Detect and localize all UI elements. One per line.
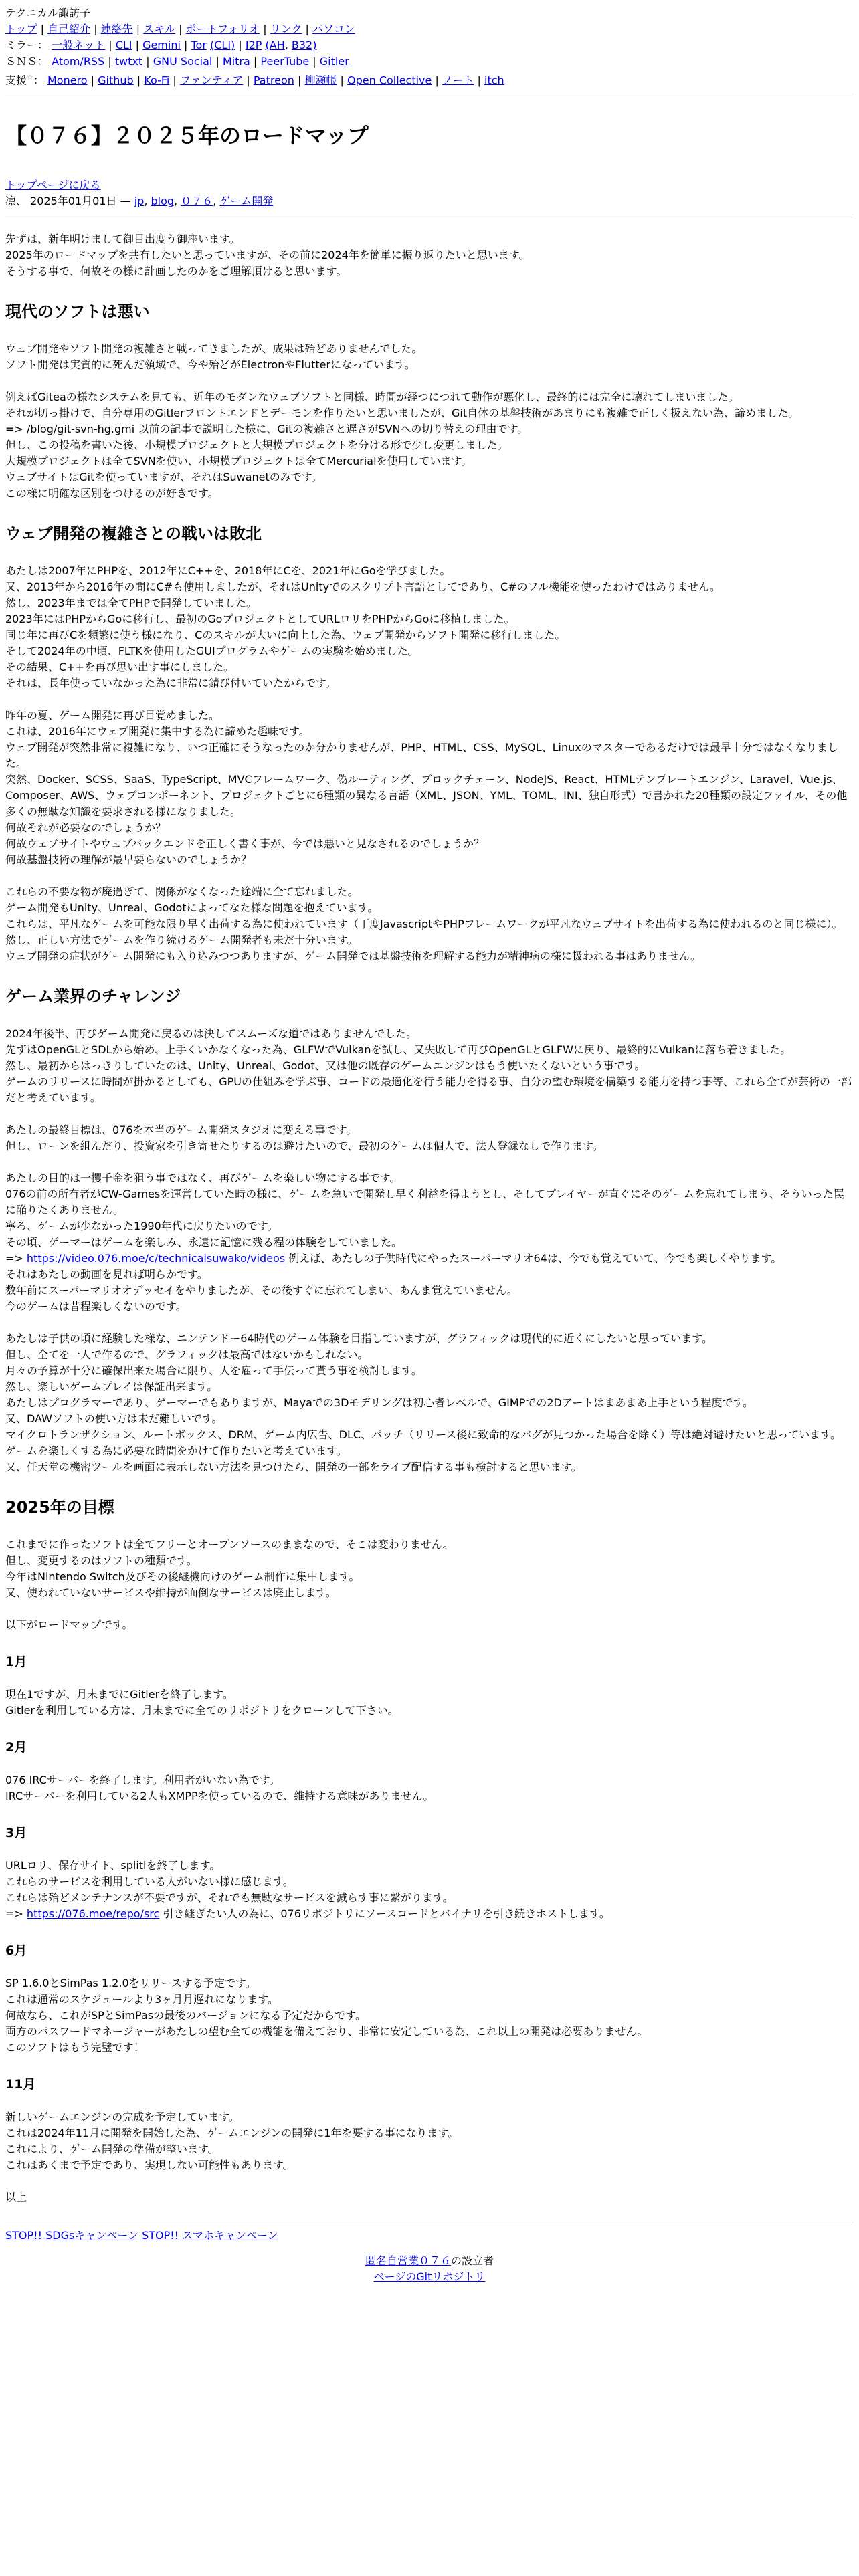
month-heading-november: 11月: [5, 2077, 36, 2092]
text-line: 現在1ですが、月末までにGitlerを終了します。: [5, 1688, 233, 1701]
month-heading-february: 2月: [5, 1740, 27, 1755]
section-heading-game-industry: ゲーム業界のチャレンジ: [5, 987, 181, 1006]
mirror-i2p-ah-link[interactable]: (AH: [265, 39, 285, 51]
text-line: 何故それが必要なのでしょうか？: [5, 821, 167, 835]
text-line: そして2024年の中頃、FLTKを使用したGUIプログラムやゲームの実験を始めました。: [5, 645, 419, 658]
text-line: 2025年のロードマップを共有したいと思っていますが、その前に2024年を簡単に振り返りたいと思います。: [5, 249, 530, 262]
sns-label: ＳＮＳ：: [5, 55, 49, 68]
nav-top-link[interactable]: トップ: [5, 23, 37, 35]
text-line: その頃、ゲーマーはゲームを楽しみ、永遠に記憶に残る程の体験をしていました。: [5, 1236, 402, 1249]
nav-about-link[interactable]: 自己紹介: [47, 23, 91, 35]
text-line: それが切っ掛けで、自分専用のGitlerフロントエンドとデーモンを作りたいと思いましたが、Git自体の基盤技術があまりにも複雑で正しく扱えない為、諦めました。: [5, 407, 799, 420]
sns-peertube-link[interactable]: PeerTube: [260, 55, 310, 68]
mirror-web-link[interactable]: 一般ネット: [52, 39, 106, 51]
text-line: [5, 1251, 854, 1267]
page-repo-link[interactable]: ページのGitリポジトリ: [373, 2270, 486, 2284]
intro-paragraph: [5, 231, 854, 280]
text-line: 寧ろ、ゲームが少なかった1990年代に戻りたいのです。: [5, 1220, 278, 1233]
sns-gnusocial-link[interactable]: GNU Social: [153, 55, 213, 68]
text-line: 076の前の所有者がCW-Gamesを運営していた時の様に、ゲームを急いで開発し早く利益を得ようとし、そしてプレイヤーが直ぐにそのゲームを忘れてしまう、そういった罠に陥りたくありません。: [5, 1188, 844, 1217]
text-line: 昨年の夏、ゲーム開発に再び目覚めました。: [5, 709, 220, 722]
star-icon: ☆: [27, 73, 33, 82]
text-line: これにより、ゲーム開発の準備が整います。: [5, 2143, 219, 2156]
link-description: 引き継ぎたい人の為に、076リポジトリにソースコードとバイナリを引き続きホストします。: [159, 1907, 610, 1921]
article: [5, 122, 854, 2206]
owner-link[interactable]: 匿名自営業０７６: [365, 2254, 451, 2268]
text-line: 同じ年に再びCを頻繁に使う様になり、Cのスキルが大いに向上した為、ウェブ開発からソフト開発に移行しました。: [5, 629, 566, 642]
text-line: 先ずはOpenGLとSDLから始め、上手くいかなくなった為、GLFWでVulkanを試し、又失敗して再びOpenGLとGLFWに戻り、最終的にVulkanに落ち着きました。: [5, 1043, 791, 1057]
text-line: あたしは子供の頃に経験した様な、ニンテンドー64時代のゲーム体験を目指していますが、グラフィックは現代的に近くにしたいと思っています。: [5, 1332, 713, 1346]
owner-line: [5, 2253, 854, 2269]
text-line: [5, 1906, 854, 1922]
sns-nav: ＳＮＳ： Atom/RSS | twtxt | GNU Social | Mitra | PeerTube | Gitler: [5, 55, 349, 68]
paragraph: [5, 1026, 854, 1106]
campaign-links: [5, 2228, 854, 2244]
text-line: あたしの最終目標は、076を本当のゲーム開発スタジオに変える事です。: [5, 1123, 357, 1137]
text-line: 例えばGiteaの様なシステムを見ても、近年のモダンなウェブソフトと同様、時間が経つにつれて動作が悪化し、最終的には完全に壊れてしまいました。: [5, 391, 739, 404]
support-note-link[interactable]: ノート: [442, 74, 474, 87]
tag-jp-link[interactable]: jp: [134, 195, 145, 208]
back-to-top-link[interactable]: トップページに戻る: [5, 179, 101, 192]
closing-text: 以上: [5, 2191, 27, 2204]
text-line: 又、DAWソフトの使い方は未だ難しいです。: [5, 1412, 223, 1426]
text-line: その結果、C++を再び思い出す事にしました。: [5, 661, 234, 674]
text-line: 然し、楽しいゲームプレイは保証出来ます。: [5, 1380, 218, 1394]
text-line: これらの不要な物が廃過ぎて、関係がなくなった途端に全て忘れました。: [5, 885, 359, 899]
paragraph: [5, 1122, 854, 1154]
paragraph: [5, 389, 854, 502]
text-line: これまでに作ったソフトは全てフリーとオープンソースのままなので、そこは変わりません。: [5, 1538, 454, 1551]
text-line: 2023年にはPHPからGoに移行し、最初のGoプロジェクトとしてURLロリをPHPからGoに移植しました。: [5, 613, 515, 626]
mirror-tor-cli-link[interactable]: (CLI): [210, 39, 235, 51]
nav-links-link[interactable]: リンク: [270, 23, 302, 35]
mirror-label: ミラー：: [5, 39, 49, 51]
text-line: 今のゲームは昔程楽しくないのです。: [5, 1300, 187, 1313]
mirror-i2p-b32-link[interactable]: B32): [291, 39, 317, 51]
section-heading-web-dev: ウェブ開発の複雑さとの戦いは敗北: [5, 524, 262, 544]
site-footer: [5, 2228, 854, 2285]
tag-blog-link[interactable]: blog: [151, 195, 175, 208]
text-line: 又、任天堂の機密ツールを画面に表示しない方法を見つけたら、開発の一部をライブ配信する事も検討すると思います。: [5, 1461, 582, 1474]
paragraph: [5, 1687, 854, 1719]
gemlog-path: /blog/git-svn-hg.gmi: [26, 423, 135, 436]
text-line: そうする事で、何故その様に計画したのかをご理解頂けると思います。: [5, 265, 347, 278]
support-nav: 支援☆： Monero | Github | Ko-Fi | ファンティア | Patreon | 柳瀬帳 | Open Collective | ノート | itch: [5, 73, 504, 87]
link-arrow: =>: [5, 423, 27, 436]
text-line: それはあたしの動画を見れば明らかです。: [5, 1268, 208, 1281]
text-line: これは、2016年にウェブ開発に集中する為に諦めた趣味です。: [5, 725, 310, 738]
nav-skills-link[interactable]: スキル: [143, 23, 176, 35]
text-line: このソフトはもう完璧です！: [5, 2041, 145, 2054]
text-line: 然し、2023年までは全てPHPで開発していました。: [5, 597, 258, 610]
text-line: ウェブ開発が突然非常に複雑になり、いつ正確にそうなったのか分かりませんが、PHP、HTML、CSS、MySQL、Linuxのマスターであるだけでは最早十分ではなくなりました。: [5, 741, 838, 770]
mirror-i2p-link[interactable]: I2P: [245, 39, 262, 51]
paragraph: [5, 1170, 854, 1315]
tag-076-link[interactable]: ０７６: [181, 195, 213, 208]
text-line: 但し、変更するのはソフトの種類です。: [5, 1554, 197, 1568]
text-line: 何故ウェブサイトやウェブバックエンドを正しく書く事が、今では悪いと見なされるのでしょうか？: [5, 837, 485, 851]
article-meta: 凛、 2025年01月01日 — jp, blog, ０７６, ゲーム開発: [5, 195, 274, 208]
support-colon: ：: [33, 74, 44, 87]
text-line: 但し、この投稿を書いた後、小規模プロジェクトと大規模プロジェクトを分ける形で少し変更しました。: [5, 439, 508, 452]
section-heading-modern-software: 現代のソフトは悪い: [5, 302, 150, 322]
text-line: 但し、全てを一人で作るので、グラフィックは最高ではないかもしれない。: [5, 1348, 369, 1362]
mirror-gemini-link[interactable]: Gemini: [142, 39, 181, 51]
text-line: 又、使われていないサービスや維持が面倒なサービスは廃止します。: [5, 1586, 337, 1600]
page-title: 【０７６】２０２５年のロードマップ: [5, 123, 369, 149]
text-line: あたしの目的は一攫千金を狙う事ではなく、再びゲームを楽しい物にする事です。: [5, 1172, 401, 1185]
text-line: ゲームのリリースに時間が掛かるとしても、GPUの仕組みを学ぶ事、コードの最適化を行う能力を得る事、自分の望む環境を構築する能力を持つ事等、これら全てが芸術の一部だと考えています。: [5, 1075, 852, 1105]
site-title: テクニカル諏訪子: [5, 7, 91, 19]
support-itch-link[interactable]: itch: [484, 74, 504, 87]
nav-pc-link[interactable]: パソコン: [312, 23, 355, 35]
text-line: ゲームを楽しくする為に必要な時間をかけて作りたいと考えています。: [5, 1444, 347, 1458]
paragraph: 以下がロードマップです。: [5, 1618, 133, 1632]
text-line: この様に明確な区別をつけるのが好きです。: [5, 487, 219, 500]
text-line: ウェブ開発やソフト開発の複雑さと戦ってきましたが、成果は殆どありませんでした。: [5, 342, 423, 356]
sns-rss-link[interactable]: Atom/RSS: [52, 55, 105, 68]
support-kofi-link[interactable]: Ko-Fi: [144, 74, 170, 87]
link-arrow: =>: [5, 1907, 27, 1921]
paragraph: [5, 563, 854, 691]
text-line: マイクロトランザクション、ルートボックス、DRM、ゲーム内広告、DLC、パッチ（リリース後に致命的なバグが見つかった場合を除く）等は絶対避けたいと思っています。: [5, 1428, 842, 1442]
text-line: 新しいゲームエンジンの完成を予定しています。: [5, 2111, 240, 2124]
text-line: 何故基盤技術の理解が最早要らないのでしょうか？: [5, 853, 252, 867]
paragraph: [5, 884, 854, 964]
text-line: これは2024年11月に開発を開始した為、ゲームエンジンの開発に1年を要する事になります。: [5, 2127, 459, 2140]
paragraph: [5, 1858, 854, 1922]
text-line: 然し、正しい方法でゲームを作り続けるゲーム開発者も未だ十分います。: [5, 934, 358, 947]
text-line: 然し、最初からはっきりしていたのは、Unity、Unreal、Godot、又は他の既存のゲームエンジンはもう使いたくないという事です。: [5, 1059, 646, 1073]
text-line: 今年はNintendo Switch及びその後継機向けのゲーム制作に集中します。: [5, 1570, 360, 1584]
text-line: ゲーム開発もUnity、Unreal、Godotによってなた様な問題を抱えています。: [5, 901, 379, 915]
repo-src-link[interactable]: https://076.moe/repo/src: [26, 1907, 160, 1921]
text-line: これはあくまで予定であり、実現しない可能性もあります。: [5, 2159, 294, 2172]
month-heading-june: 6月: [5, 1943, 27, 1959]
repo-line: [5, 2269, 854, 2285]
text-line: ウェブサイトはGitを使っていますが、それはSuwanetのみです。: [5, 471, 322, 484]
text-line: SP 1.6.0とSimPas 1.2.0をリリースする予定です。: [5, 1977, 256, 1990]
paragraph: [5, 1772, 854, 1804]
text-line: 076 IRCサーバーを終了します。利用者がいない為です。: [5, 1774, 280, 1787]
stop-sdgs-link[interactable]: STOP!! SDGsキャンペーン: [5, 2229, 138, 2242]
main-nav: トップ | 自己紹介 | 連絡先 | スキル | ポートフォリオ | リンク | パソコン: [5, 23, 355, 35]
paragraph: [5, 708, 854, 868]
paragraph: [5, 1331, 854, 1475]
paragraph: [5, 1537, 854, 1601]
support-patreon-link[interactable]: Patreon: [253, 74, 294, 87]
link-description: 例えば、あたしの子供時代にやったスーパーマリオ64は、今でも覚えていて、今でも楽しくやります。: [285, 1252, 782, 1265]
video-channel-link[interactable]: https://video.076.moe/c/technicalsuwako/videos: [26, 1252, 286, 1265]
footer-credits: [5, 2253, 854, 2285]
text-line: これらのサービスを利用している人がいない様に感じます。: [5, 1875, 294, 1889]
section-heading-2025-goals: 2025年の目標: [5, 1498, 114, 1517]
article-author-date: 凛、 2025年01月01日 —: [5, 195, 134, 208]
text-line: これらは殆どメンテナンスが不要ですが、それでも無駄なサービスを減らす事に繋がります。: [5, 1891, 454, 1905]
text-line: 但し、ローンを組んだり、投資家を引き寄せたりするのは避けたいので、最初のゲームは個人で、法人登録なしで作ります。: [5, 1140, 603, 1153]
paragraph: [5, 2109, 854, 2173]
text-line: 又、2013年から2016年の間にC#も使用しましたが、それはUnityでのスクリプト言語としてであり、C#のフル機能を使ったわけではありません。: [5, 580, 721, 594]
mirror-nav: ミラー： 一般ネット | CLI | Gemini | Tor (CLI) | I2P (AH, B32): [5, 39, 317, 51]
support-monero-link[interactable]: Monero: [47, 74, 88, 87]
text-line: 月々の予算が十分に確保出来た場合に限り、人を雇って手伝って貰う事を検討します。: [5, 1364, 422, 1378]
nav-contact-link[interactable]: 連絡先: [100, 23, 133, 35]
month-heading-march: 3月: [5, 1826, 27, 1841]
sns-twtxt-link[interactable]: twtxt: [114, 55, 143, 68]
nav-portfolio-link[interactable]: ポートフォリオ: [185, 23, 260, 35]
link-description: 以前の記事で説明した様に、Gitの複雑さと遅さがSVNへの切り替えの理由です。: [134, 423, 529, 436]
text-line: Gitlerを利用している方は、月末までに全てのリポジトリをクローンして下さい。: [5, 1704, 399, 1717]
link-arrow: =>: [5, 1252, 27, 1265]
text-line: 数年前にスーパーマリオオデッセイをやりましたが、その後すぐに忘れてしまい、あんま覚えていません。: [5, 1284, 518, 1297]
mirror-cli-link[interactable]: CLI: [115, 39, 132, 51]
text-line: あたしは2007年にPHPを、2012年にC++を、2018年にCを、2021年にGoを学びました。: [5, 564, 451, 578]
text-line: URLロリ、保存サイト、splitlを終了します。: [5, 1859, 221, 1872]
text-line: 大規模プロジェクトは全てSVNを使い、小規模プロジェクトは全てMercurialを使用しています。: [5, 455, 472, 468]
paragraph: [5, 341, 854, 373]
text-line: ウェブ開発の症状がゲーム開発にも入り込みつつありますが、ゲーム開発では基盤技術を理解する能力が精神病の様に扱われる事はありません。: [5, 950, 702, 963]
mirror-tor-link[interactable]: Tor: [191, 39, 207, 51]
text-line: 両方のパスワードマネージャーがあたしの望む全ての機能を備えており、非常に安定している為、これ以上の開発は必要ありません。: [5, 2025, 648, 2038]
owner-suffix: の設立者: [451, 2254, 494, 2268]
text-line: これらは、平凡なゲームを可能な限り早く出荷する為に使われています（丁度JavascriptやPHPフレームワークが平凡なウェブサイトを出荷する為に使われるのと同じ様に）。: [5, 918, 843, 931]
support-github-link[interactable]: Github: [98, 74, 134, 87]
text-line: 先ずは、新年明けまして御目出度う御座います。: [5, 233, 240, 246]
text-line: それは、長年使っていなかった為に非常に錆び付いていたからです。: [5, 677, 337, 690]
support-fantia-link[interactable]: ファンティア: [179, 74, 244, 87]
text-line: ソフト開発は実質的に死んだ領域で、今や殆どがElectronやFlutterになっています。: [5, 358, 415, 372]
tag-gamedev-link[interactable]: ゲーム開発: [219, 195, 274, 208]
text-line: これは通常のスケジュールより3ヶ月月遅れになります。: [5, 1993, 278, 2006]
paragraph: [5, 1975, 854, 2056]
text-line: [5, 421, 854, 437]
month-heading-january: 1月: [5, 1654, 27, 1670]
sns-mitra-link[interactable]: Mitra: [222, 55, 250, 68]
text-line: 突然、Docker、SCSS、SaaS、TypeScript、MVCフレームワーク、偽ルーティング、ブロックチェーン、NodeJS、React、HTMLテンプレートエンジン、Laravel、Vue.js、Composer、AWS、ウェブコンポーネント、プロジェクトごとに6種類の異なる言語（XML、JSON、YML、TOML、INI、独自形式）で書かれた20種類の設定ファイル、その他多くの無駄な知識を要求される様になりました。: [5, 773, 848, 819]
text-line: 2024年後半、再びゲーム開発に戻るのは決してスムーズな道ではありませんでした。: [5, 1027, 417, 1041]
text-line: IRCサーバーを利用している2人もXMPPを使っているので、維持する意味がありません。: [5, 1790, 434, 1803]
sns-gitler-link[interactable]: Gitler: [319, 55, 349, 68]
site-header: [5, 5, 854, 88]
support-label: 支援: [5, 74, 27, 87]
text-line: あたしはプログラマーであり、ゲーマーでもありますが、Mayaでの3Dモデリングは初心者レベルで、GIMPでの2Dアートはまあまあ上手という程度です。: [5, 1396, 754, 1410]
text-line: 何故なら、これがSPとSimPasの最後のバージョンになる予定だからです。: [5, 2009, 366, 2022]
stop-smartphone-link[interactable]: STOP!! スマホキャンペーン: [142, 2229, 278, 2242]
support-yanase-link[interactable]: 柳瀬帳: [304, 74, 337, 87]
support-opencollective-link[interactable]: Open Collective: [347, 74, 432, 87]
